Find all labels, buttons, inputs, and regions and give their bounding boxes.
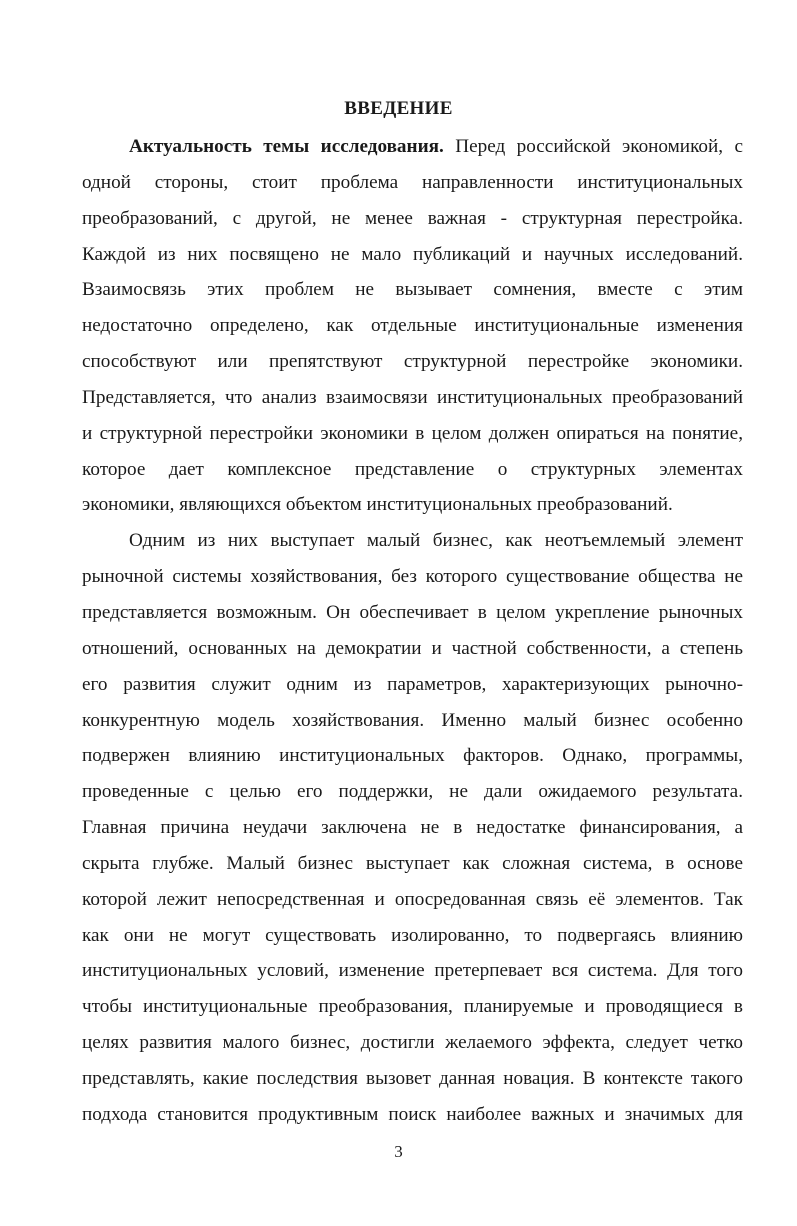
text-line: проведенные с целью его поддержки, не дали ожидаемого результата.: [82, 781, 743, 803]
text-line: преобразований, с другой, не менее важная - структурная перестройка.: [82, 207, 743, 229]
text-line: способствуют или препятствуют структурной перестройке экономики.: [82, 351, 743, 373]
text-line: конкурентную модель хозяйствования. Именно малый бизнес особенно: [82, 709, 743, 731]
section-title: ВВЕДЕНИЕ: [344, 98, 453, 119]
text-line: которой лежит непосредственная и опосредованная связь её элементов. Так: [82, 888, 743, 910]
text-line: институциональных условий, изменение претерпевает вся система. Для того: [82, 960, 743, 982]
text-line: одной стороны, стоит проблема направленности институциональных: [82, 171, 743, 193]
text-line: представляется возможным. Он обеспечивает в целом укрепление рыночных: [82, 601, 743, 623]
text-line: подвержен влиянию институциональных факторов. Однако, программы,: [82, 745, 743, 767]
text-line: целях развития малого бизнес, достигли желаемого эффекта, следует четко: [82, 1032, 743, 1054]
paragraph-1-line: [82, 134, 743, 170]
text-line: подхода становится продуктивным поиск наиболее важных и значимых для: [82, 1103, 743, 1125]
paragraph-2: [82, 528, 743, 1137]
text-line: Одним из них выступает малый бизнес, как неотъемлемый элемент: [129, 530, 743, 552]
text-line: Взаимосвязь этих проблем не вызывает сомнения, вместе с этим: [82, 279, 743, 301]
text-line: как они не могут существовать изолированно, то подвергаясь влиянию: [82, 924, 743, 946]
text-line: которое дает комплексное представление о структурных элементах: [82, 458, 743, 480]
lead-bold-phrase: Актуальность темы исследования.: [129, 136, 444, 157]
text-line: недостаточно определено, как отдельные институциональные изменения: [82, 315, 743, 337]
page-number: 3: [394, 1142, 403, 1161]
text-line: скрыта глубже. Малый бизнес выступает как сложная система, в основе: [82, 852, 743, 874]
lead-rest: Перед российской экономикой, с: [443, 136, 744, 157]
text-line: его развития служит одним из параметров, характеризующих рыночно-: [82, 673, 743, 695]
text-line: Каждой из них посвящено не мало публикаций и научных исследований.: [82, 243, 743, 265]
paragraph-1: [82, 170, 743, 528]
text-line: представлять, какие последствия вызовет данная новация. В контексте такого: [82, 1067, 743, 1089]
text-line: чтобы институциональные преобразования, планируемые и проводящиеся в: [82, 996, 743, 1018]
text-line: Представляется, что анализ взаимосвязи институциональных преобразований: [82, 386, 743, 408]
text-line: Главная причина неудачи заключена не в недостатке финансирования, а: [82, 817, 743, 839]
text-line: рыночной системы хозяйствования, без которого существование общества не: [82, 566, 743, 588]
text-line: и структурной перестройки экономики в целом должен опираться на понятие,: [82, 422, 743, 444]
body-text: [82, 134, 743, 1138]
text-line: экономики, являющихся объектом институциональных преобразований.: [82, 494, 673, 516]
text-line: отношений, основанных на демократии и частной собственности, а степень: [82, 637, 743, 659]
